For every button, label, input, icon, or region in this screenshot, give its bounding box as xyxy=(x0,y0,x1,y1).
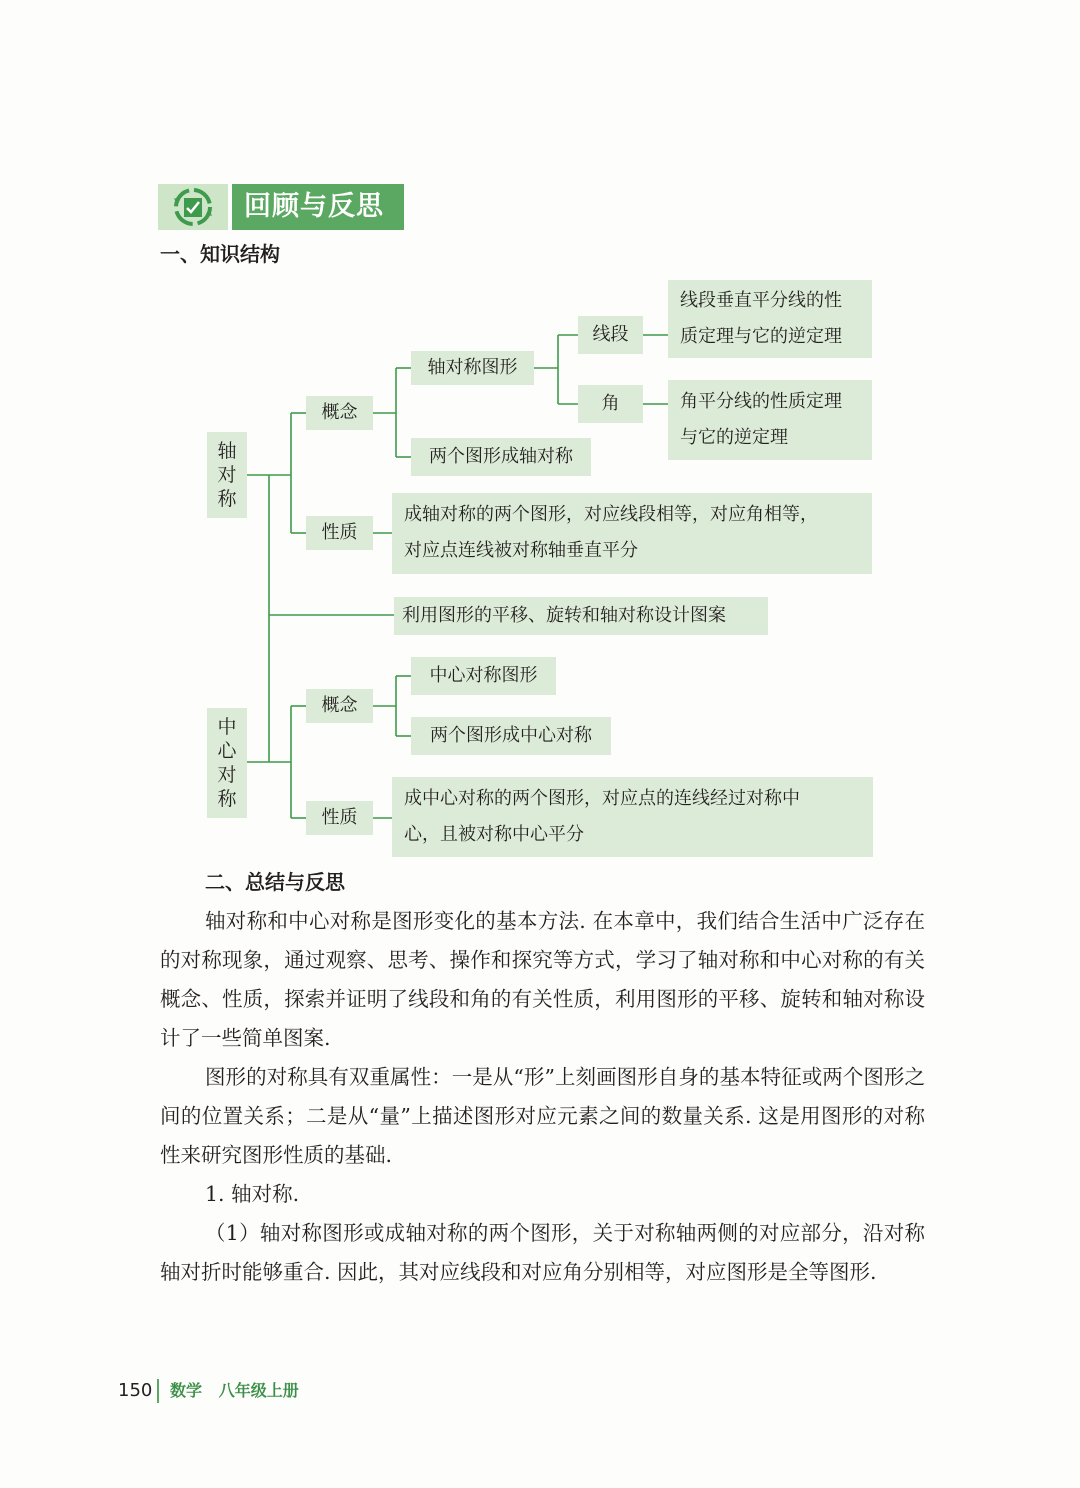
center-figure-box: 中心对称图形 xyxy=(411,657,556,695)
center-concept-box: 概念 xyxy=(306,689,373,723)
segment-theorem-line: 线段垂直平分线的性 xyxy=(680,290,842,311)
section-heading-summary: 二、总结与反思 xyxy=(205,870,345,894)
root-axis-char: 轴 xyxy=(217,440,237,462)
root-center-char: 对 xyxy=(217,764,237,786)
footer-subject: 数学 xyxy=(170,1381,203,1400)
angle-theorem-line: 与它的逆定理 xyxy=(680,427,788,448)
root-axis-symmetry xyxy=(207,432,247,518)
two-figures-axis-box: 两个图形成轴对称 xyxy=(411,438,591,476)
section-heading-structure: 一、知识结构 xyxy=(160,242,280,266)
section-title: 回顾与反思 xyxy=(232,184,404,230)
axis-concept-box: 概念 xyxy=(306,396,373,430)
paragraph: 图形的对称具有双重属性：一是从“形”上刻画图形自身的基本特征或两个图形之间的位置关系；二是从“量”上描述图形对应元素之间的数量关系. 这是用图形的对称性来研究图形性质的基础. xyxy=(160,1065,925,1167)
page-number: 150 xyxy=(118,1380,153,1401)
axis-property-box: 性质 xyxy=(306,516,373,550)
center-property-text-box xyxy=(392,777,873,857)
root-center-symmetry xyxy=(207,708,247,818)
angle-box: 角 xyxy=(578,385,643,423)
segment-box: 线段 xyxy=(578,316,643,354)
summary-text xyxy=(160,902,925,1292)
root-axis-char: 对 xyxy=(217,464,237,486)
axis-property-line: 成轴对称的两个图形，对应线段相等，对应角相等， xyxy=(404,504,818,525)
segment-theorem-box xyxy=(668,280,872,358)
center-property-line: 成中心对称的两个图形，对应点的连线经过对称中 xyxy=(404,788,800,809)
root-center-char: 中 xyxy=(217,716,237,738)
axis-property-text-box xyxy=(392,493,872,574)
axis-property-line: 对应点连线被对称轴垂直平分 xyxy=(404,540,638,561)
root-axis-char: 称 xyxy=(217,488,237,510)
paragraph: （1）轴对称图形或成轴对称的两个图形，关于对称轴两侧的对应部分，沿对称轴对折时能够重合. 因此，其对应线段和对应角分别相等，对应图形是全等图形. xyxy=(160,1221,925,1284)
paragraph: 轴对称和中心对称是图形变化的基本方法. 在本章中，我们结合生活中广泛存在的对称现象，通过观察、思考、操作和探究等方式，学习了轴对称和中心对称的有关概念、性质，探索并证明了线段和角的有关性质，利用图形的平移、旋转和轴对称设计了一些简单图案. xyxy=(160,909,925,1050)
footer-divider xyxy=(157,1379,159,1403)
axis-figure-box: 轴对称图形 xyxy=(411,351,534,385)
center-property-box: 性质 xyxy=(306,801,373,835)
center-property-line: 心，且被对称中心平分 xyxy=(404,824,584,845)
angle-theorem-box xyxy=(668,380,872,460)
root-center-char: 心 xyxy=(217,740,237,762)
two-figures-center-box: 两个图形成中心对称 xyxy=(411,717,611,755)
footer-book-info xyxy=(170,1380,299,1402)
design-box: 利用图形的平移、旋转和轴对称设计图案 xyxy=(394,597,768,635)
segment-theorem-line: 质定理与它的逆定理 xyxy=(680,326,842,347)
root-center-char: 称 xyxy=(217,788,237,810)
paragraph: 1. 轴对称. xyxy=(205,1182,300,1206)
footer-book: 八年级上册 xyxy=(218,1381,299,1400)
angle-theorem-line: 角平分线的性质定理 xyxy=(680,391,842,412)
